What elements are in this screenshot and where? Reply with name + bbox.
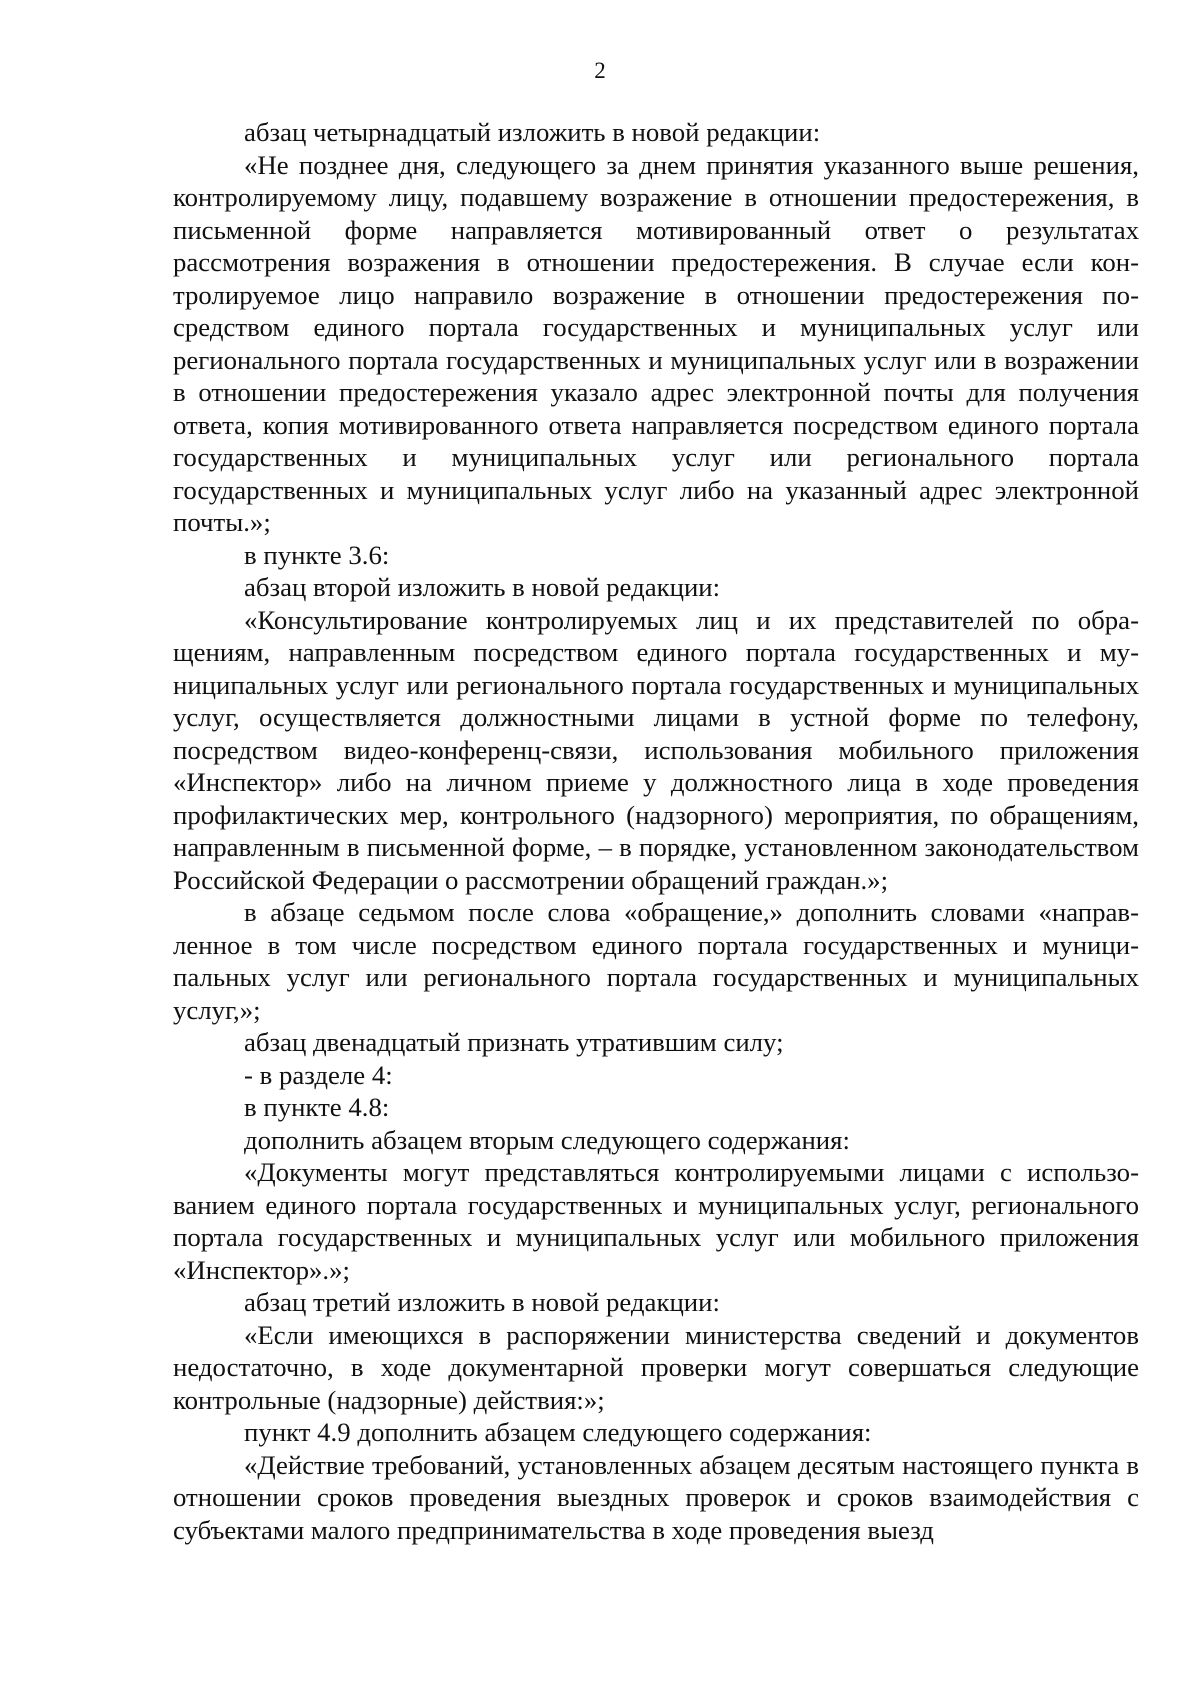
paragraph: абзац второй изложить в новой редакции: (244, 572, 721, 602)
paragraph: - в разделе 4: (244, 1059, 393, 1090)
document-body (173, 116, 1139, 1546)
paragraph: в пункте 4.8: (244, 1092, 390, 1122)
page-number: 2 (594, 58, 606, 83)
paragraph: «Консультирование контролируемых лиц и их представителей по обращениям, направленным посредством единого портала государственных и муниципальных услуг или регионального портала государственных и муниципальных услуг, осуществляется должностными лицами в устной форме по телефону, посредством видео-конференц-связи, использования мобильного приложения «Инспектор» либо на личном приеме у должностного лица в ходе проведения профилактических мер, контрольного (надзорного) мероприятия, по обращениям, направленным в письменной форме, – в порядке, установленном законодательством Российской Федерации о рассмотрении обращений граждан.»; (173, 604, 1139, 895)
paragraph: в пункте 3.6: (244, 539, 390, 570)
paragraph: абзац двенадцатый признать утратившим силу; (244, 1027, 784, 1057)
paragraph: абзац третий изложить в новой редакции: (244, 1287, 720, 1317)
paragraph: абзац четырнадцатый изложить в новой редакции: (244, 117, 821, 147)
paragraph: «Действие требований, установленных абзацем десятым настоящего пункта в отношении сроков проведения выездных проверок и сроков взаимодействия с субъектами малого предпринимательства в ходе проведения выезд (173, 1449, 1139, 1545)
paragraph: в абзаце седьмом после слова «обращение,» дополнить словами «направленное в том числе посредством единого портала государственных и муниципальных услуг или регионального портала государственных и муниципальных услуг,»; (173, 897, 1139, 1025)
paragraph: дополнить абзацем вторым следующего содержания: (244, 1124, 850, 1155)
paragraph: «Документы могут представляться контролируемыми лицами с использованием единого портала государственных и муниципальных услуг, регионального портала государственных и муниципальных услуг или мобильного приложения «Инспектор».»; (173, 1157, 1139, 1285)
paragraph: пункт 4.9 дополнить абзацем следующего содержания: (244, 1417, 872, 1447)
paragraph: «Не позднее дня, следующего за днем принятия указанного выше решения, контролируемому лицу, подавшему возражение в отношении предостережения, в письменной форме направляется мотивированный ответ о результатах рассмотрения возражения в отношении предостережения. В случае если контролируемое лицо направило возражение в отношении предостережения посредством единого портала государственных и муниципальных услуг или регионального портала государственных и муниципальных услуг или в возражении в отношении предостережения указало адрес электронной почты для получения ответа, копия мотивированного ответа направляется посредством единого портала государственных и муниципальных услуг или регионального портала государственных и муниципальных услуг либо на указанный адрес электронной почты.»; (173, 149, 1139, 537)
paragraph: «Если имеющихся в распоряжении министерства сведений и документов недостаточно, в ходе документарной проверки могут совершаться следующие контрольные (надзорные) действия:»; (173, 1319, 1139, 1415)
